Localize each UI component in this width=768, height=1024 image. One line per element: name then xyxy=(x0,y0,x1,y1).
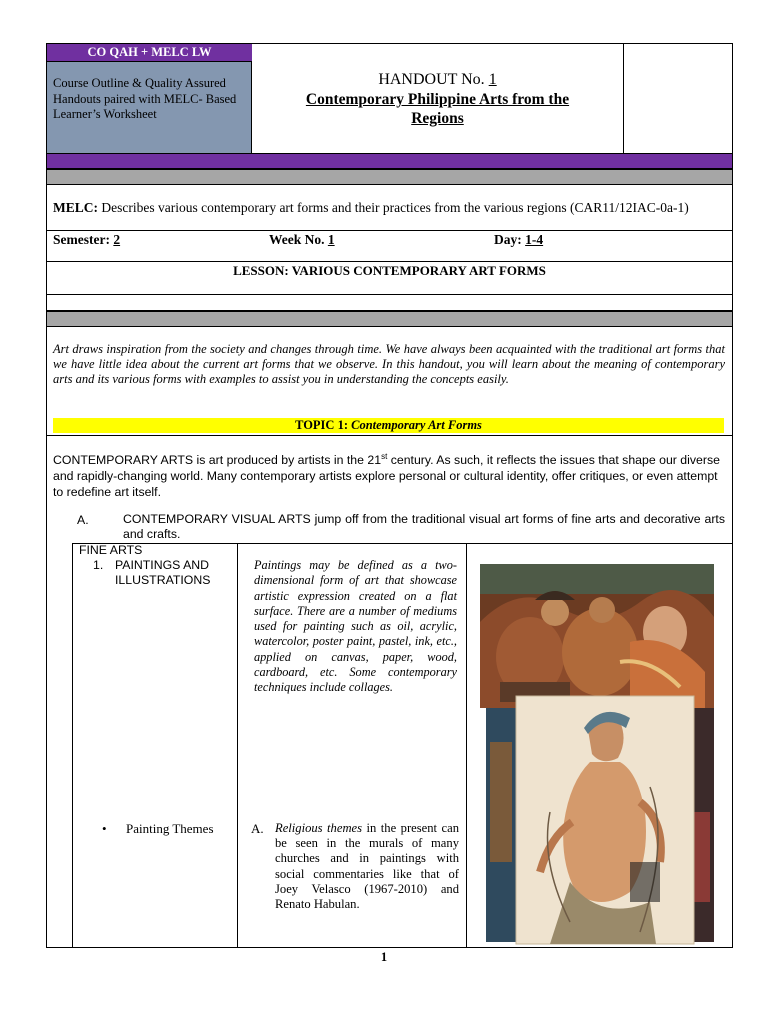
list-item-marker: A. xyxy=(77,513,89,527)
handout-heading xyxy=(252,70,623,90)
day-value: 1-4 xyxy=(525,232,544,247)
intro-paragraph: Art draws inspiration from the society and changes through time. We have always been acquainted with the traditional art forms that we have little idea about the current art forms that we observe. In this handout, you will learn about the meaning of contemporary arts and its various forms with examples to assist you in understanding the concepts easily. xyxy=(53,342,725,387)
topic-banner xyxy=(53,418,724,433)
portrait-sketch xyxy=(516,696,694,944)
page-number: 1 xyxy=(380,950,388,964)
painting-strip-left-2 xyxy=(490,742,512,862)
body-sup: st xyxy=(381,452,388,461)
painting-collage xyxy=(480,562,716,946)
body-rest: century. As such, it reflects the issues that shape our diverse and rapidly-changing world. Many contemporary artists explore personal or cultural identity, offer critiques, or even attempt to redefine art itself. xyxy=(53,453,720,500)
semester-value: 2 xyxy=(113,232,121,247)
melc-line xyxy=(53,200,729,216)
semester-label: Semester: xyxy=(53,232,110,247)
table-col-line-2 xyxy=(466,543,467,948)
mural-painting xyxy=(480,564,714,708)
topic-name: Contemporary Art Forms xyxy=(351,418,482,432)
paintings-number: 1. xyxy=(93,558,104,572)
painting-collage-svg xyxy=(480,562,716,946)
week-value: 1 xyxy=(327,232,335,247)
body-lead: CONTEMPORARY ARTS xyxy=(53,453,194,468)
lesson-title: LESSON: VARIOUS CONTEMPORARY ART FORMS xyxy=(233,263,546,278)
header-badge: CO QAH + MELC LW xyxy=(47,44,252,61)
theme-rest: in the present can be seen in the murals of many churches and in paintings with social commentaries like that of Joey Velasco (1967-2010) and Renato Habulan. xyxy=(275,821,459,912)
header-title-area xyxy=(252,44,624,153)
header-description-box xyxy=(47,61,252,153)
handout-number: 1 xyxy=(488,71,497,88)
week xyxy=(269,232,335,248)
week-label: Week No. xyxy=(269,232,325,247)
header-description: Course Outline & Quality Assured Handouts paired with MELC- Based Learner’s Worksheet xyxy=(53,76,237,121)
melc-label: MELC: xyxy=(53,200,98,215)
theme-lead: Religious themes xyxy=(275,821,363,835)
row-line-3 xyxy=(46,294,733,295)
handout-label: HANDOUT No. xyxy=(378,71,485,88)
list-item-text: CONTEMPORARY VISUAL ARTS jump off from the traditional visual art forms of fine arts and decorative arts and crafts. xyxy=(123,512,725,541)
fine-arts-label: FINE ARTS xyxy=(79,543,143,557)
paintings-definition: Paintings may be defined as a two-dimensional form of art that showcase artistic expression created on a flat surface. There are a number of mediums used for painting such as oil, acrylic, watercolor, poster paint, pastel, ink, etc., applied on canvas, paper, wood, cardboard, etc. Some contemporary techniques include collages. xyxy=(254,558,457,695)
row-line-2 xyxy=(46,261,733,262)
theme-marker: A. xyxy=(251,821,264,836)
body-paragraph xyxy=(53,449,725,500)
day-label: Day: xyxy=(494,232,522,247)
bullet: • xyxy=(102,821,107,836)
semester xyxy=(53,232,120,248)
painting-themes-label: Painting Themes xyxy=(126,821,214,836)
topic-label: TOPIC 1: xyxy=(295,418,348,432)
row-line-1 xyxy=(46,230,733,231)
gray-divider xyxy=(46,169,733,185)
handout-title: Contemporary Philippine Arts from the Regions xyxy=(305,91,570,127)
melc-text: Describes various contemporary art forms and their practices from the various regions (CAR11/12IAC-0a-1) xyxy=(98,200,689,215)
painting-strip-right-2 xyxy=(694,812,710,902)
table-col-line-1 xyxy=(237,543,238,948)
day xyxy=(494,232,543,248)
body-mid: is art produced by artists in the 21 xyxy=(193,453,382,468)
gray-divider-2 xyxy=(46,311,733,327)
purple-divider xyxy=(46,153,733,169)
theme-text xyxy=(275,821,459,912)
paintings-label: PAINTINGS AND ILLUSTRATIONS xyxy=(115,558,211,587)
